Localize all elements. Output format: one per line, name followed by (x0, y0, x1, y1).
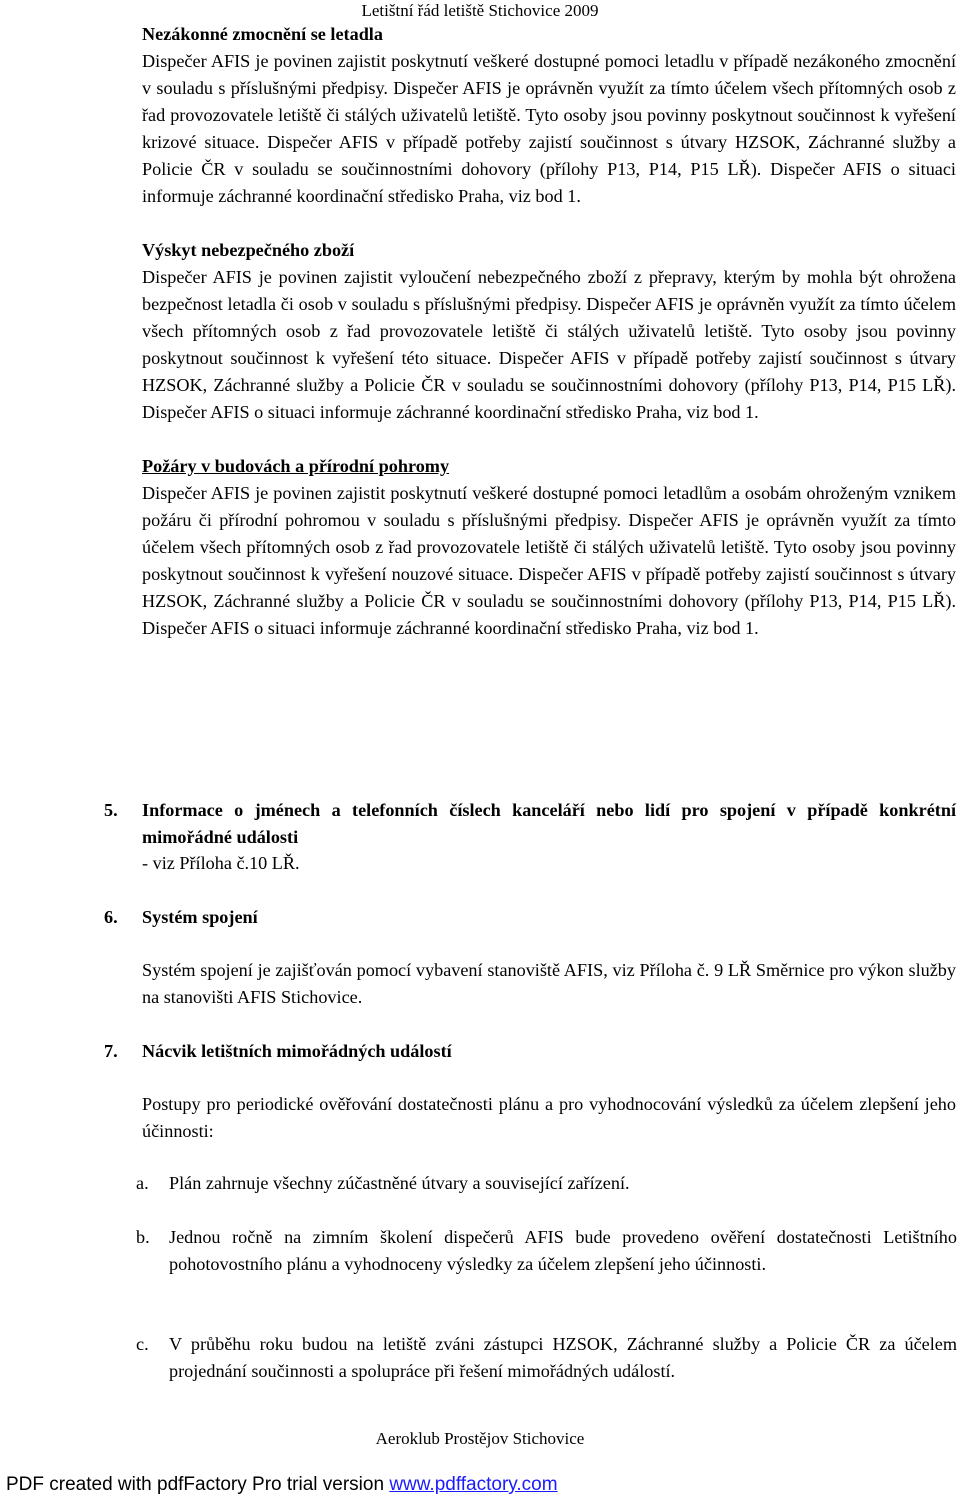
list-item: V průběhu roku budou na letiště zváni zástupci HZSOK, Záchranné služby a Policie ČR za účelem projednání součinnosti a spolupráce při řešení mimořádných událostí. (169, 1334, 957, 1381)
pdf-banner-text: PDF created with pdfFactory Pro trial version (6, 1474, 390, 1495)
list-item: Jednou ročně na zimním školení dispečerů AFIS bude provedeno ověření dostatečnosti Letištního pohotovostního plánu a vyhodnoceny výsledky za účelem zlepšení jeho účinnosti. (169, 1227, 957, 1274)
item-text: - viz Příloha č.10 LŘ. (142, 853, 300, 873)
section-unlawful-seizure (142, 21, 956, 210)
list-item-letter: b. (136, 1227, 150, 1247)
page-header: Letištní řád letiště Stichovice 2009 (361, 1, 599, 20)
section-fires-disasters (142, 453, 956, 642)
section-body: Dispečer AFIS je povinen zajistit vyloučení nebezpečného zboží z přepravy, kterým by mohla být ohrožena bezpečnost letadla či osob v souladu s příslušnými předpisy. Dispečer AFIS je oprávněn využít za tímto účelem všech přítomných osob z řad provozovatele letiště či stálých uživatelů letiště. Tyto osoby jsou povinny poskytnout součinnost k vyřešení této situace. Dispečer AFIS v případě potřeby zajistí součinnost s útvary HZSOK, Záchranné služby a Policie ČR v souladu se součinnostními dohovory (přílohy P13, P14, P15 LŘ). Dispečer AFIS o situaci informuje záchranné koordinační středisko Praha, viz bod 1. (142, 267, 956, 422)
item-title-communication: Systém spojení (142, 907, 258, 927)
section-dangerous-goods (142, 237, 956, 426)
list-item: Plán zahrnuje všechny zúčastněné útvary a související zařízení. (169, 1173, 630, 1193)
page-footer: Aeroklub Prostějov Stichovice (375, 1429, 585, 1448)
section-title: Výskyt nebezpečného zboží (142, 240, 355, 260)
item-number: 5. (104, 800, 118, 820)
sections-container (142, 21, 956, 642)
item-number: 6. (104, 907, 118, 927)
item-text: Postupy pro periodické ověřování dostatečnosti plánu a pro vyhodnocování výsledků za účelem zlepšení jeho účinnosti: (142, 1094, 956, 1141)
section-title: Požáry v budovách a přírodní pohromy (142, 456, 450, 476)
item-title-contacts: Informace o jménech a telefonních číslech kanceláří nebo lidí pro spojení v případě konkrétní mimořádné události (142, 800, 956, 847)
item-number: 7. (104, 1041, 118, 1061)
section-title: Nezákonné zmocnění se letadla (142, 24, 383, 44)
item-title-drills: Nácvik letištních mimořádných událostí (142, 1041, 452, 1061)
list-item-letter: a. (136, 1173, 149, 1193)
section-body: Dispečer AFIS je povinen zajistit poskytnutí veškeré dostupné pomoci letadlu v případě nezákoného zmocnění v souladu s příslušnými předpisy. Dispečer AFIS je oprávněn využít za tímto účelem všech přítomných osob z řad provozovatele letiště či stálých uživatelů letiště. Tyto osoby jsou povinny poskytnout součinnost k vyřešení krizové situace. Dispečer AFIS v případě potřeby zajistí součinnost s útvary HZSOK, Záchranné služby a Policie ČR v souladu se součinnostními dohovory (přílohy P13, P14, P15 LŘ). Dispečer AFIS o situaci informuje záchranné koordinační středisko Praha, viz bod 1. (142, 51, 956, 206)
item-text: Systém spojení je zajišťován pomocí vybavení stanoviště AFIS, viz Příloha č. 9 LŘ Směrnice pro výkon služby na stanovišti AFIS Stichovice. (142, 960, 956, 1007)
pdffactory-link[interactable]: www.pdffactory.com (389, 1474, 558, 1495)
section-body: Dispečer AFIS je povinen zajistit poskytnutí veškeré dostupné pomoci letadlům a osobám ohroženým vznikem požáru či přírodní pohromou v souladu s příslušnými předpisy. Dispečer AFIS je oprávněn využít za tímto účelem všech přítomných osob z řad provozovatele letiště či stálých uživatelů letiště. Tyto osoby jsou povinny poskytnout součinnost k vyřešení nouzové situace. Dispečer AFIS v případě potřeby zajistí součinnost s útvary HZSOK, Záchranné služby a Policie ČR v souladu se součinnostními dohovory (přílohy P13, P14, P15 LŘ). Dispečer AFIS o situaci informuje záchranné koordinační středisko Praha, viz bod 1. (142, 483, 956, 638)
pdf-trial-banner (6, 1473, 558, 1497)
list-item-letter: c. (136, 1334, 149, 1354)
